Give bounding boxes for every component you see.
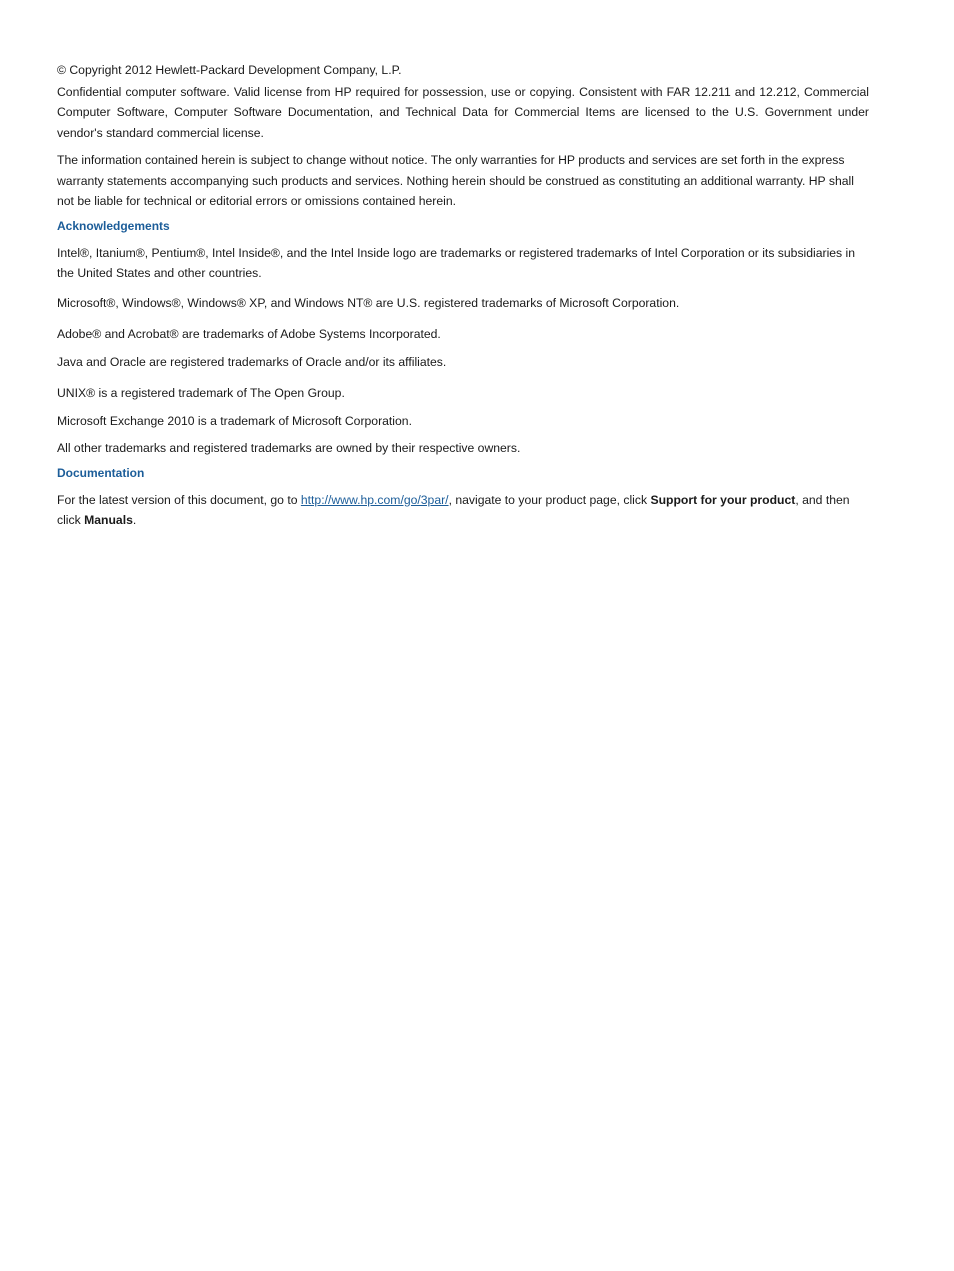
support-for-product-label: Support for your product	[650, 492, 796, 507]
trademark-microsoft: Microsoft®, Windows®, Windows® XP, and Windows NT® are U.S. registered trademarks of Microsoft Corporation.	[57, 295, 680, 310]
disclaimer-paragraph: The information contained herein is subject to change without notice. The only warranties for HP products and services are set forth in the express warranty statements accompanying such products and services. Nothing herein should be construed as constituting an additional warranty. HP shall not be liable for technical or editorial errors or omissions contained herein.	[57, 153, 854, 208]
documentation-text-then: , and then click	[57, 492, 850, 527]
documentation-text-navigate: , navigate to your product page, click	[448, 492, 651, 507]
document-page	[57, 60, 869, 531]
documentation-paragraph	[57, 490, 869, 531]
documentation-link[interactable]: http://www.hp.com/go/3par/	[300, 492, 449, 507]
acknowledgements-heading: Acknowledgements	[57, 218, 170, 233]
documentation-heading: Documentation	[57, 465, 145, 480]
trademark-other: All other trademarks and registered trademarks are owned by their respective owners.	[57, 441, 521, 455]
license-paragraph: Confidential computer software. Valid license from HP required for possession, use or copying. Consistent with FAR 12.211 and 12.212, Commercial Computer Software, Computer Software Documentation, and Technical Data for Commercial Items are licensed to the U.S. Government under vendor's standard commercial license.	[57, 84, 869, 140]
trademark-adobe: Adobe® and Acrobat® are trademarks of Adobe Systems Incorporated.	[57, 327, 441, 341]
trademark-exchange: Microsoft Exchange 2010 is a trademark of Microsoft Corporation.	[57, 413, 412, 428]
trademark-unix: UNIX® is a registered trademark of The Open Group.	[57, 386, 345, 400]
copyright-notice: © Copyright 2012 Hewlett-Packard Development Company, L.P.	[57, 63, 402, 77]
trademark-intel: Intel®, Itanium®, Pentium®, Intel Inside®, and the Intel Inside logo are trademarks or registered trademarks of Intel Corporation or its subsidiaries in the United States and other countries.	[57, 245, 856, 280]
manuals-label: Manuals	[84, 513, 133, 527]
documentation-text-end: .	[132, 513, 137, 527]
documentation-text-intro: For the latest version of this document, go to	[57, 492, 301, 507]
trademark-java-oracle: Java and Oracle are registered trademarks of Oracle and/or its affiliates.	[57, 354, 447, 369]
